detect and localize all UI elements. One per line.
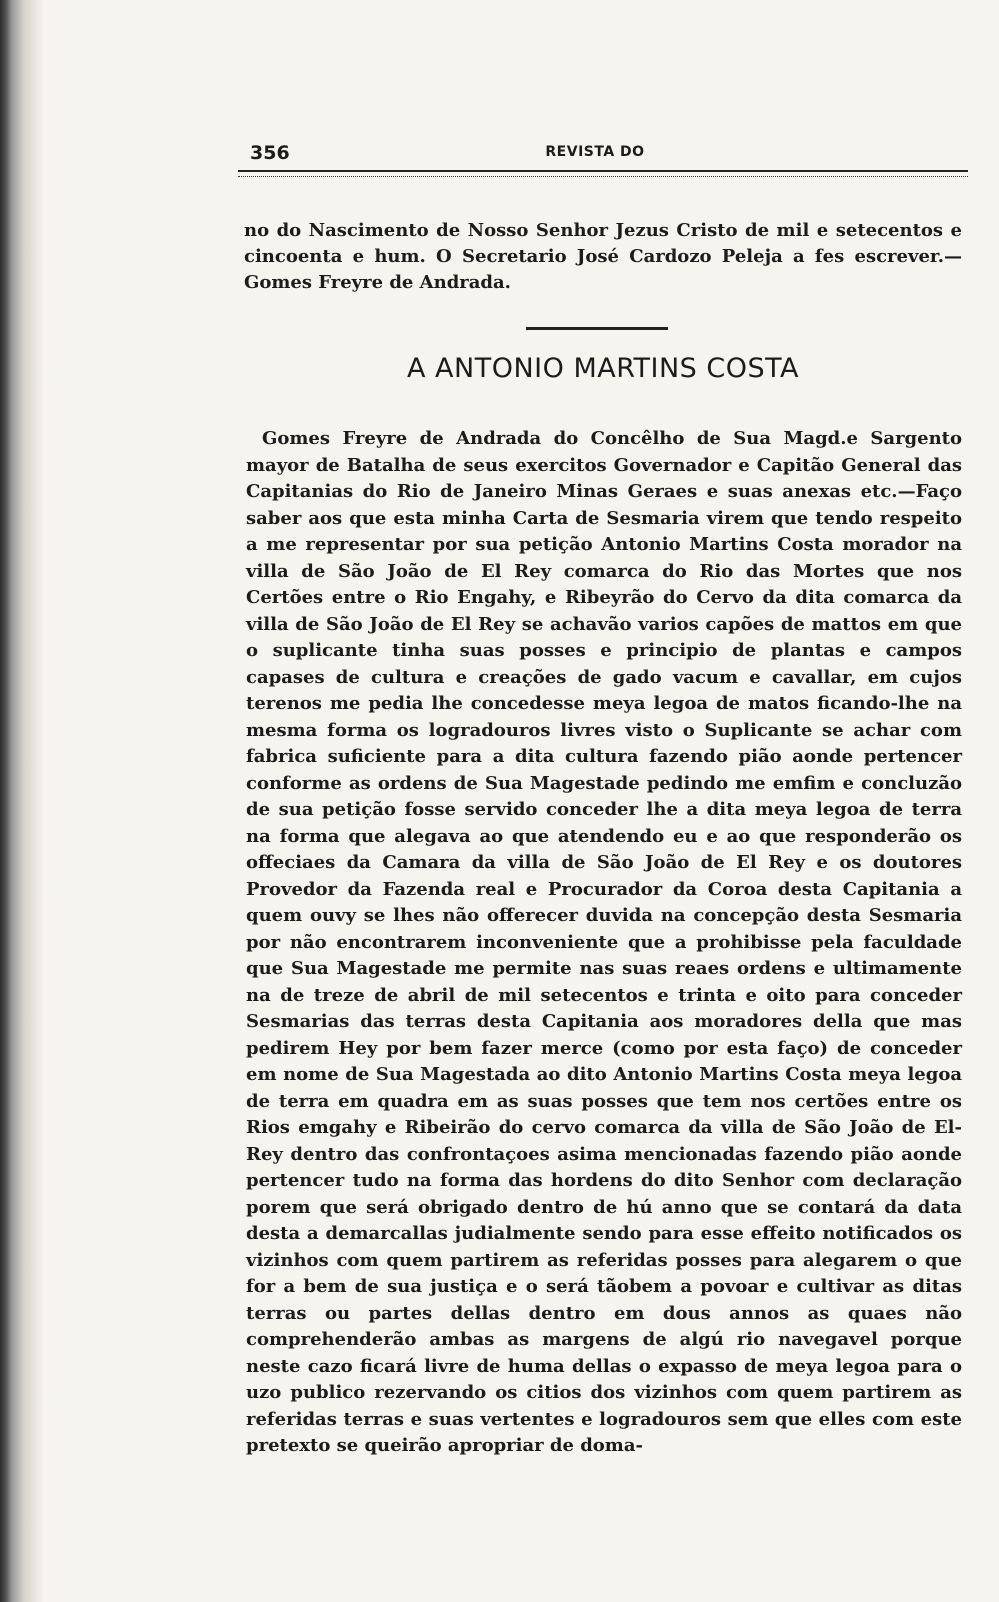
previous-paragraph: no do Nascimento de Nosso Senhor Jezus Cristo de mil e setecentos e cincoenta e hum. O Secretario José Cardozo Peleja a fes escrever.—Gomes Freyre de Andrada.: [244, 220, 962, 293]
page-number: 356: [250, 142, 290, 164]
section-divider: [526, 327, 668, 330]
section-title: A ANTONIO MARTINS COSTA: [406, 353, 799, 384]
book-binding-shadow: [0, 0, 44, 1602]
section-body: Gomes Freyre de Andrada do Concêlho de Sua Magd.e Sargento mayor de Batalha de seus exercitos Governador e Capitão General das Capitanias do Rio de Janeiro Minas Geraes e suas anexas etc.—Faço saber aos que esta minha Carta de Sesmaria virem que tendo respeito a me representar por sua petição Antonio Martins Costa morador na villa de São João de El Rey comarca do Rio das Mortes que nos Certões entre o Rio Engahy, e Ribeyrão do Cervo da dita comarca da villa de São João de El Rey se achavão varios capões de mattos em que o suplicante tinha suas posses e principio de plantas e campos capases de cultura e creações de gado vacum e cavallar, em cujos terenos me pedia lhe concedesse meya legoa de matos ficando-lhe na mesma forma os logradouros livres visto o Suplicante se achar com fabrica suficiente para a dita cultura fazendo pião aonde pertencer conforme as ordens de Sua Magestade pedindo me emfim e concluzão de sua petição fosse servido conceder lhe a dita meya legoa de terra na forma que alegava ao que atendendo eu e ao que responderão os offeciaes da Camara da villa de São João de El Rey e os doutores Provedor da Fazenda real e Procurador da Coroa desta Capitania a quem ouvy se lhes não offerecer duvida na concepção desta Sesmaria por não encontrarem inconveniente que a prohibisse pela faculdade que Sua Magestade me permite nas suas reaes ordens e ultimamente na de treze de abril de mil setecentos e trinta e oito para conceder Sesmarias das terras desta Capitania aos moradores della que mas pedirem Hey por bem fazer merce (como por esta faço) de conceder em nome de Sua Magestada ao dito Antonio Martins Costa meya legoa de terra em quadra em as suas posses que tem nos certões entre os Rios emgahy e Ribeirão do cervo comarca da villa de São João de El-Rey dentro das confrontaçoes asima mencionadas fazendo pião aonde pertencer tudo na forma das hordens do dito Senhor com declaração porem que será obrigado dentro de hú anno que se contará da data desta a demarcallas judialmente sendo para esse effeito notificados os vizinhos com quem partirem as referidas posses para alegarem o que for a bem de sua justiça e o será tãobem a povoar e cultivar as ditas terras ou partes dellas dentro em dous annos as quaes não comprehenderão ambas as margens de algú rio navegavel porque neste cazo ficará livre de huma dellas o expasso de meya legoa para o uzo publico rezervando os citios dos vizinhos com quem partirem as referidas terras e suas vertentes e logradouros sem que elles com este pretexto se queirão apropriar de doma-: [246, 428, 962, 1456]
header-rule: [238, 170, 968, 177]
running-head: REVISTA DO: [545, 144, 645, 160]
page-header: [250, 142, 965, 170]
